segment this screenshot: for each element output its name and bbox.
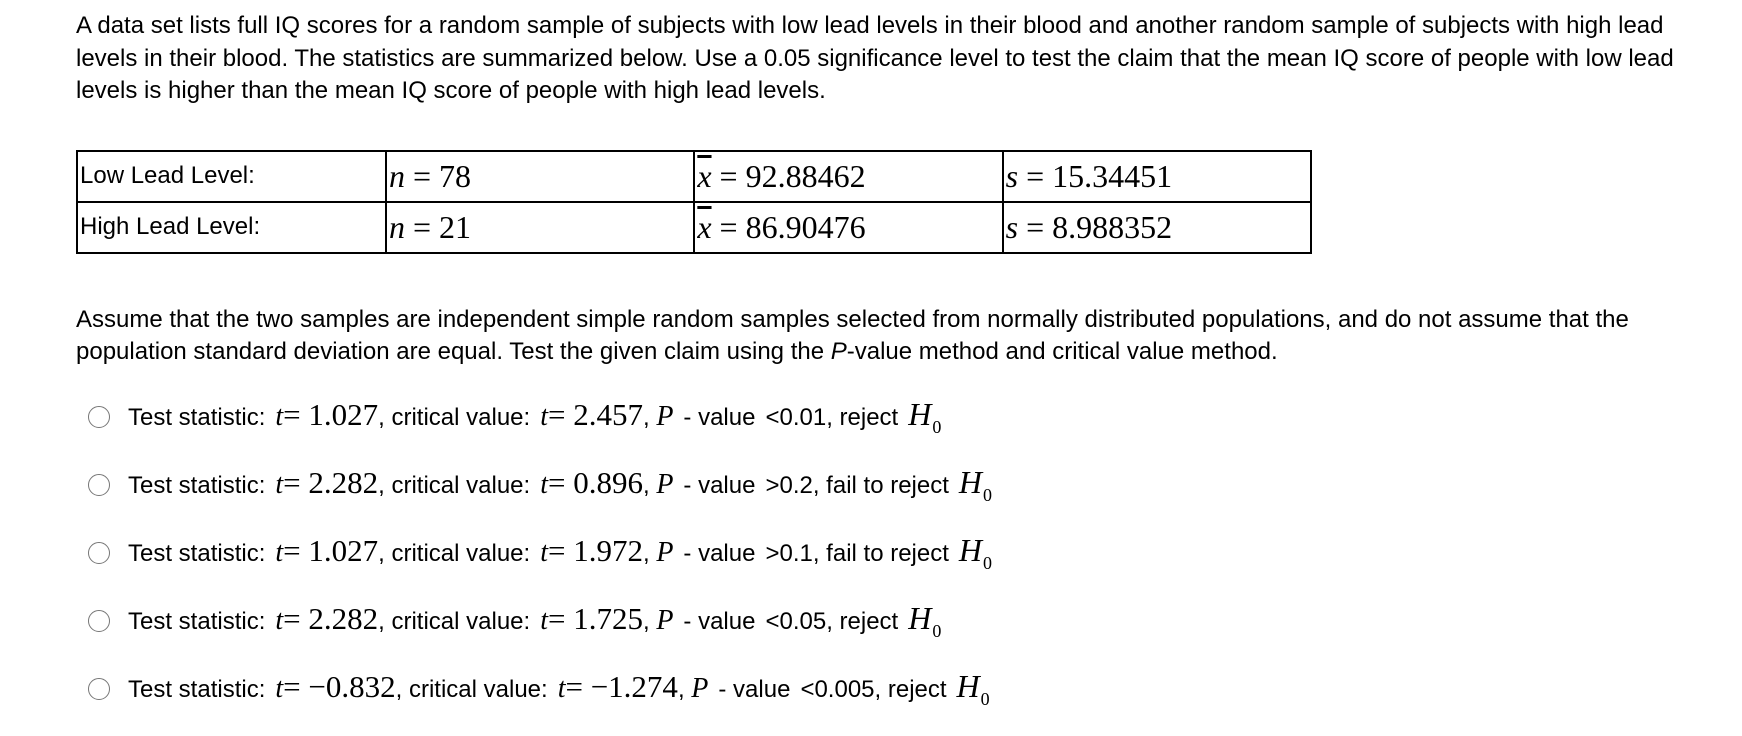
sample-sd-cell: s = 8.988352 — [1003, 202, 1311, 253]
sample-mean-cell: $\overline{x} = 92.88462$ — [694, 151, 1002, 202]
sample-sd-cell: s = 15.34451 — [1003, 151, 1311, 202]
radio-button[interactable] — [88, 406, 110, 428]
sample-size-cell: n = 78 — [386, 151, 694, 202]
answer-option[interactable] — [88, 383, 1716, 451]
answer-option[interactable] — [88, 519, 1716, 587]
sample-mean-cell: $\overline{x} = 86.90476$ — [694, 202, 1002, 253]
question-intro: A data set lists full IQ scores for a random sample of subjects with low lead levels in their blood and another random sample of subjects with high lead levels in their blood. The statistics are summarized below. Use a 0.05 significance level to test the claim that the mean IQ score of people with low lead levels is higher than the mean IQ score of people with high lead levels. — [76, 12, 1674, 104]
radio-button[interactable] — [88, 610, 110, 632]
question-content — [76, 10, 1716, 723]
table-row — [77, 202, 1311, 253]
answer-option[interactable] — [88, 587, 1716, 655]
option-text: Test statistic: t = 2.282 , critical value: t = 1.725 , P - value <0.05, reject $H_0$ — [128, 599, 942, 641]
radio-button[interactable] — [88, 542, 110, 564]
row-label: Low Lead Level: — [77, 151, 386, 202]
option-text: Test statistic: t = 1.027 , critical value: t = 1.972 , P - value >0.1, fail to reject $H_0$ — [128, 531, 993, 573]
radio-button[interactable] — [88, 474, 110, 496]
answer-option[interactable] — [88, 451, 1716, 519]
option-text: Test statistic: t = 2.282 , critical value: t = 0.896 , P - value >0.2, fail to reject $H_0$ — [128, 463, 993, 505]
sample-size-cell: n = 21 — [386, 202, 694, 253]
row-label: High Lead Level: — [77, 202, 386, 253]
assumption-text: Assume that the two samples are independent simple random samples selected from normally distributed populations, and do not assume that the population standard deviation are equal. Test the given claim using the P-value method and critical value method. — [76, 305, 1629, 365]
table-row — [77, 151, 1311, 202]
statistics-table — [76, 150, 1312, 254]
option-text: Test statistic: t = −0.832 , critical value: t = −1.274 , P - value <0.005, reject $H_0$ — [128, 667, 990, 709]
answer-option[interactable] — [88, 655, 1716, 723]
answer-options — [88, 383, 1716, 723]
radio-button[interactable] — [88, 678, 110, 700]
option-text: Test statistic: t = 1.027 , critical value: t = 2.457 , P - value <0.01, reject $H_0$ — [128, 395, 942, 437]
